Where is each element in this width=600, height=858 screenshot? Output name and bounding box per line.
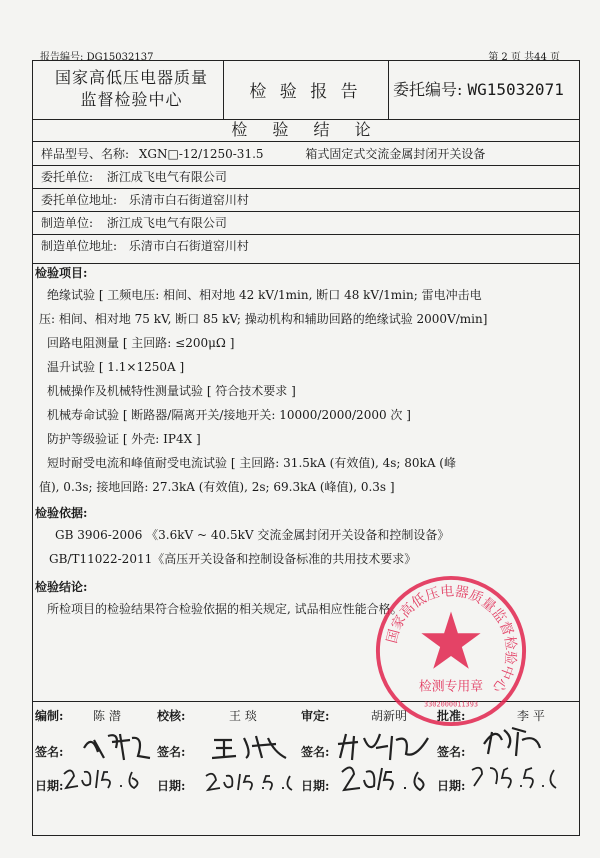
editor-name: 陈 潜 [93,709,121,723]
conclusion-text: 所检项目的检验结果符合检验依据的相关规定, 试品相应性能合格。 [47,602,403,616]
basis-line: GB 3906-2006 《3.6kV ~ 40.5kV 交流金属封闭开关设备和控制设备》 [55,528,450,542]
report-number-value: DG15032137 [86,52,154,63]
date-label: 日期: [157,779,186,793]
editor-date-handwriting [62,764,152,792]
client-label: 委托单位: [41,170,94,184]
approver-label: 批准: [437,709,466,723]
item-line: 绝缘试验 [ 工频电压: 相间、相对地 42 kV/1min, 断口 48 kV/1min; 雷电冲击电 [47,288,482,302]
checker-label: 校核: [157,709,186,723]
maker-address-label: 制造单位地址: [41,239,118,253]
org-line-2: 监督检验中心 [80,90,183,109]
star-icon [421,612,480,669]
date-label: 日期: [35,779,64,793]
maker-address-value: 乐清市白石街道窑川村 [128,239,249,253]
seal-ring-text: 国家高低压电器质量监督检验中心 [384,583,519,696]
sign-label: 签名: [437,745,466,759]
client-value: 浙江成飞电气有限公司 [106,170,227,184]
editor-label: 编制: [35,709,64,723]
reviewer-label: 审定: [301,709,330,723]
org-name [39,67,224,111]
basis-list [49,523,450,571]
reviewer-date-handwriting [338,762,434,794]
report-number-label: 报告编号: [40,52,87,63]
official-seal [372,572,530,730]
approver-name: 李 平 [517,709,545,723]
sign-label: 签名: [157,745,186,759]
report-title: 检 验 报 告 [249,82,362,102]
item-line: 值), 0.3s; 接地回路: 27.3kA (有效值), 2s; 69.3kA (峰值), 0.3s ] [39,480,395,494]
item-line: 短时耐受电流和峰值耐受电流试验 [ 主回路: 31.5kA (有效值), 4s; 80kA (峰 [47,456,456,470]
commission-number [393,77,564,100]
maker-value: 浙江成飞电气有限公司 [106,216,227,230]
client-address-value: 乐清市白石街道窑川村 [128,193,249,207]
reviewer-name: 胡新明 [371,709,408,723]
date-label: 日期: [301,779,330,793]
sample-name: 箱式固定式交流金属封闭开关设备 [305,147,486,161]
seal-serial: 3302000011393 [423,700,479,709]
item-line: 回路电阻测量 [ 主回路: ≤200μΩ ] [47,336,235,350]
sign-label: 签名: [301,745,330,759]
items-list [39,283,577,499]
reviewer-signature [336,728,436,764]
page-info: 第 2 页 共44 页 [488,52,560,63]
maker-label: 制造单位: [41,216,94,230]
sign-label: 签名: [35,745,64,759]
approver-date-handwriting [470,762,560,792]
items-heading: 检验项目: [35,266,88,280]
basis-line: GB/T11022-2011《高压开关设备和控制设备标准的共用技术要求》 [49,552,417,566]
checker-name: 王 琰 [229,709,257,723]
basis-heading: 检验依据: [35,506,88,520]
conclusion-heading: 检验结论: [35,580,88,594]
commission-label: 委托编号: [393,80,463,99]
org-line-1: 国家高低压电器质量 [54,68,208,87]
section-title: 检 验 结 论 [231,120,381,139]
commission-value: WG15032071 [467,80,564,99]
item-line: 机械操作及机械特性测量试验 [ 符合技术要求 ] [47,384,296,398]
sample-label: 样品型号、名称: [41,147,130,161]
seal-center-text: 检测专用章 [418,679,484,695]
client-address-label: 委托单位地址: [41,193,118,207]
editor-signature [80,728,160,764]
item-line: 温升试验 [ 1.1×1250A ] [47,360,185,374]
item-line: 防护等级验证 [ 外壳: IP4X ] [47,432,201,446]
item-line: 机械寿命试验 [ 断路器/隔离开关/接地开关: 10000/2000/2000 次 ] [47,408,411,422]
checker-date-handwriting [204,768,294,794]
item-line: 压: 相间、相对地 75 kV, 断口 85 kV; 操动机构和辅助回路的绝缘试验 2000V/min] [39,312,488,326]
checker-signature [212,732,292,762]
sample-model: XGN□-12/1250-31.5 [138,147,264,161]
date-label: 日期: [437,779,466,793]
